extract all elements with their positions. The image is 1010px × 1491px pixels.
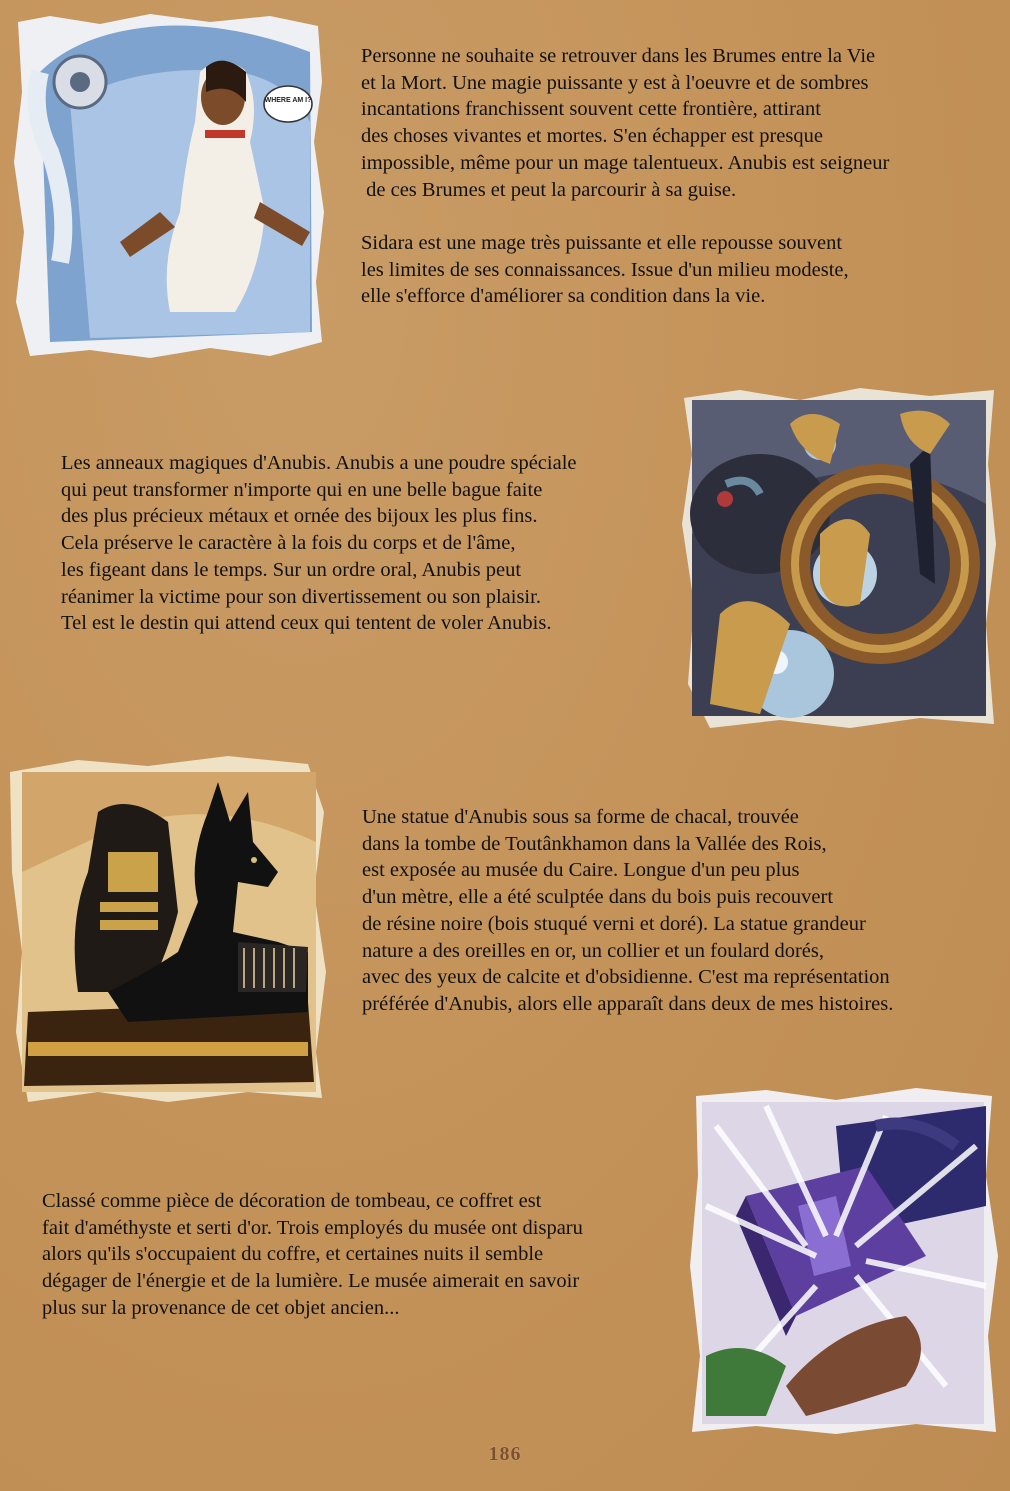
text-line: Une statue d'Anubis sous sa forme de chacal, trouvée <box>362 806 799 828</box>
text-line: des choses vivantes et mortes. S'en échapper est presque <box>361 125 823 148</box>
text-line: fait d'améthyste et serti d'or. Trois employés du musée ont disparu <box>42 1216 583 1239</box>
illustration-amethyst-chest <box>686 1086 1000 1438</box>
text-block-mists <box>361 43 889 203</box>
text-line: les limites de ses connaissances. Issue d'un milieu modeste, <box>361 258 849 281</box>
text-line: dégager de l'énergie et de la lumière. Le musée aimerait en savoir <box>42 1270 580 1293</box>
illustration-mists-sidara <box>10 12 325 360</box>
text-block-anubis-statue <box>362 804 893 1018</box>
text-line: et la Mort. Une magie puissante y est à l'oeuvre et de sombres <box>361 71 869 94</box>
text-line: elle s'efforce d'améliorer sa condition dans la vie. <box>361 285 766 308</box>
illustration-anubis-statue <box>8 752 330 1106</box>
text-line: nature a des oreilles en or, un collier et un foulard dorés, <box>362 939 824 962</box>
text-line: d'un mètre, elle a été sculptée dans du bois puis recouvert <box>362 886 834 909</box>
text-block-rings <box>61 450 577 637</box>
text-block-amethyst-chest <box>42 1188 583 1322</box>
text-line: les figeant dans le temps. Sur un ordre oral, Anubis peut <box>61 558 522 581</box>
text-line: avec des yeux de calcite et d'obsidienne. C'est ma représentation <box>362 966 890 989</box>
text-line: Personne ne souhaite se retrouver dans les Brumes entre la Vie <box>361 45 876 67</box>
text-line: des plus précieux métaux et ornée des bijoux les plus fins. <box>61 505 538 528</box>
text-line: Cela préserve le caractère à la fois du corps et de l'âme, <box>61 532 516 555</box>
text-line: de ces Brumes et peut la parcourir à sa guise. <box>361 178 737 201</box>
text-line: Classé comme pièce de décoration de tombeau, ce coffret est <box>42 1190 542 1212</box>
page-number: 186 <box>488 1443 522 1465</box>
text-line: Les anneaux magiques d'Anubis. Anubis a une poudre spéciale <box>61 452 577 474</box>
illustration-magic-rings <box>680 384 998 732</box>
text-line: Tel est le destin qui attend ceux qui tentent de voler Anubis. <box>61 612 552 635</box>
text-line: préférée d'Anubis, alors elle apparaît dans deux de mes histoires. <box>362 992 894 1015</box>
speech-bubble-text: WHERE AM I? <box>264 97 312 104</box>
text-block-sidara <box>361 230 849 310</box>
text-line: de résine noire (bois stuqué verni et doré). La statue grandeur <box>362 912 866 935</box>
text-line: qui peut transformer n'importe qui en une belle bague faite <box>61 478 543 501</box>
text-line: est exposée au musée du Caire. Longue d'un peu plus <box>362 859 800 882</box>
text-line: impossible, même pour un mage talentueux. Anubis est seigneur <box>361 151 890 174</box>
text-line: incantations franchissent souvent cette frontière, attirant <box>361 98 821 121</box>
text-line: plus sur la provenance de cet objet ancien... <box>42 1296 400 1319</box>
text-line: réanimer la victime pour son divertissement ou son plaisir. <box>61 585 541 608</box>
text-line: Sidara est une mage très puissante et elle repousse souvent <box>361 232 843 254</box>
text-line: dans la tombe de Toutânkhamon dans la Vallée des Rois, <box>362 832 827 855</box>
text-line: alors qu'ils s'occupaient du coffre, et certaines nuits il semble <box>42 1243 544 1266</box>
